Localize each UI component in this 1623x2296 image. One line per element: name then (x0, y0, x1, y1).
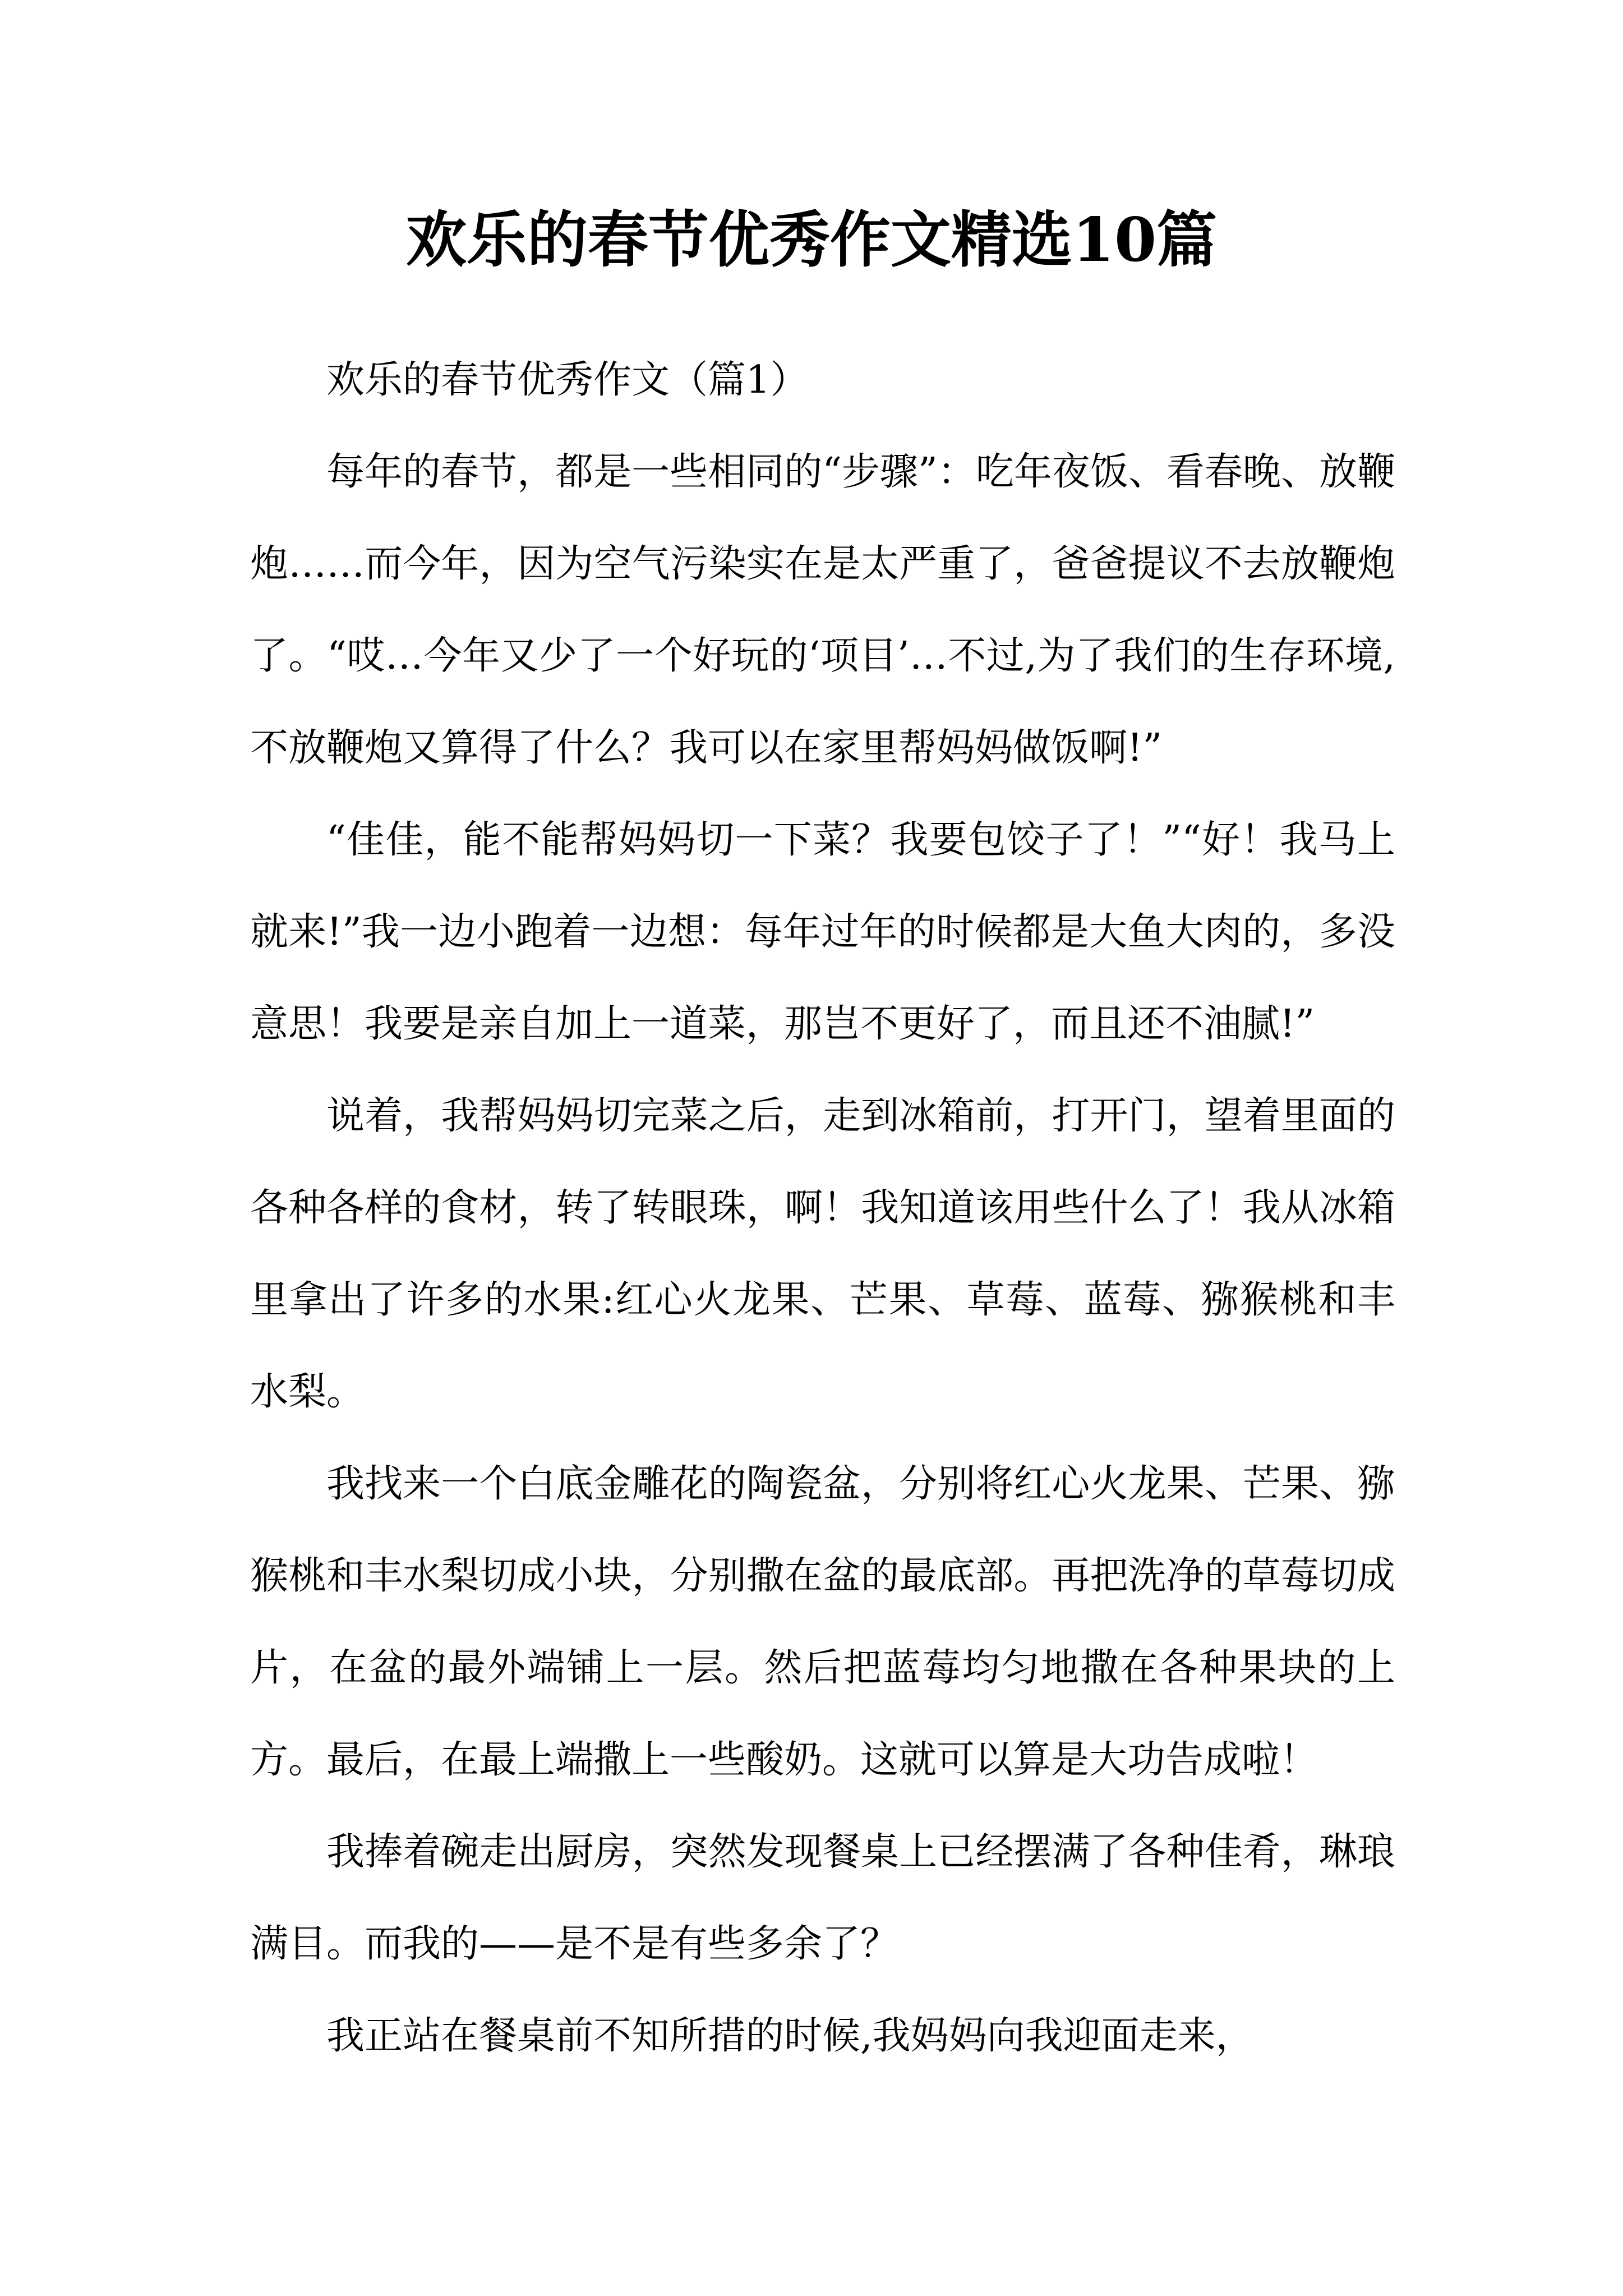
paragraph: “佳佳，能不能帮妈妈切一下菜？我要包饺子了！”“好！我马上就来!”我一边小跑着一边想：每年过年的时候都是大鱼大肉的，多没意思！我要是亲自加上一道菜，那岂不更好了，而且还不油腻!” (250, 818, 1395, 1046)
document-body (250, 334, 1395, 2082)
paragraph: 说着，我帮妈妈切完菜之后，走到冰箱前，打开门，望着里面的各种各样的食材，转了转眼珠，啊！我知道该用些什么了！我从冰箱里拿出了许多的水果:红心火龙果、芒果、草莓、蓝莓、猕猴桃和丰水梨。 (250, 1094, 1395, 1414)
paragraph: 我找来一个白底金雕花的陶瓷盆，分别将红心火龙果、芒果、猕猴桃和丰水梨切成小块，分别撒在盆的最底部。再把洗净的草莓切成片，在盆的最外端铺上一层。然后把蓝莓均匀地撒在各种果块的上方。最后，在最上端撒上一些酸奶。这就可以算是大功告成啦！ (250, 1462, 1395, 1782)
paragraph: 我捧着碗走出厨房，突然发现餐桌上已经摆满了各种佳肴，琳琅满目。而我的——是不是有些多余了？ (250, 1830, 1395, 1966)
document-title: 欢乐的春节优秀作文精选10篇 (405, 205, 1218, 275)
paragraph: 我正站在餐桌前不知所措的时候,我妈妈向我迎面走来， (326, 2014, 1254, 2058)
section-heading: 欢乐的春节优秀作文（篇1） (326, 358, 809, 402)
paragraph: 每年的春节，都是一些相同的“步骤”：吃年夜饭、看春晚、放鞭炮……而今年，因为空气污染实在是太严重了，爸爸提议不去放鞭炮了。“哎…今年又少了一个好玩的‘项目’…不过,为了我们的生存环境,不放鞭炮又算得了什么？我可以在家里帮妈妈做饭啊!” (250, 450, 1395, 770)
